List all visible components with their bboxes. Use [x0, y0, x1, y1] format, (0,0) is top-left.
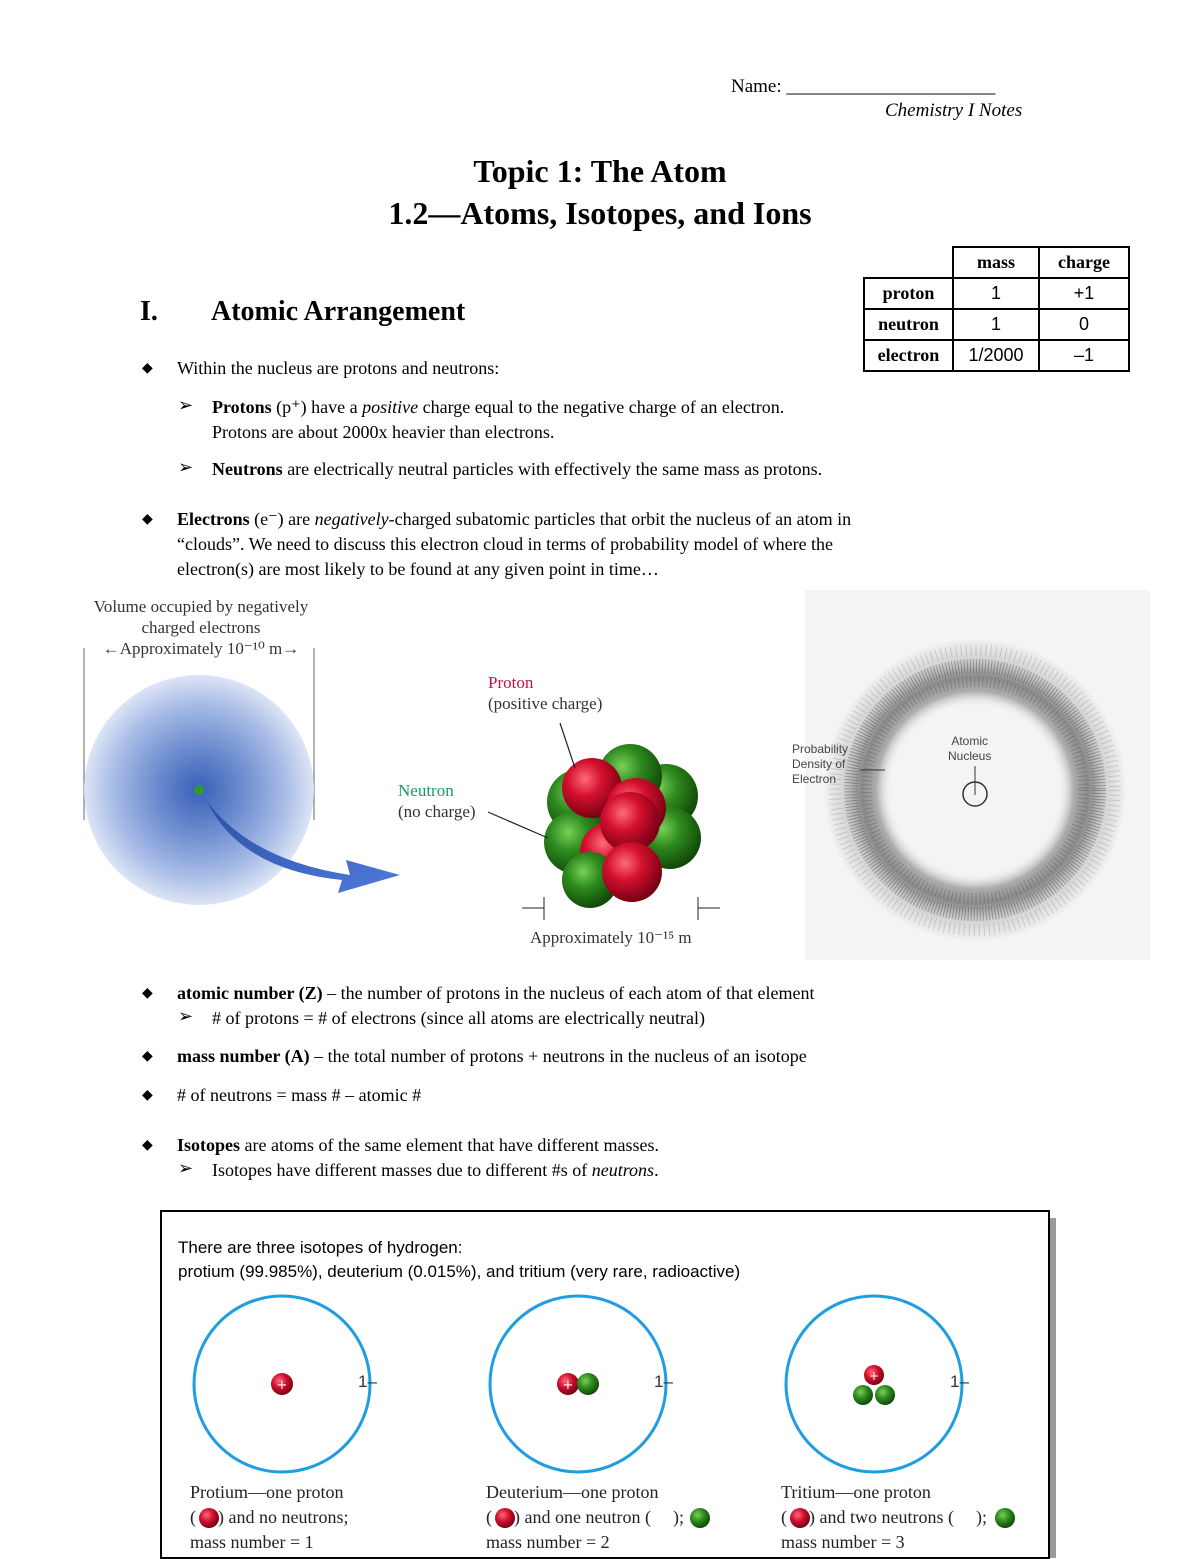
title-line-2: 1.2—Atoms, Isotopes, and Ions [388, 195, 812, 231]
nucleus-dot [194, 785, 204, 795]
neutron-label [398, 780, 476, 822]
isotopes-text: are atoms of the same element that have different masses. [244, 1135, 660, 1155]
table-row [864, 340, 1129, 371]
tritium-line-2-text: ) and two neutrons ( [809, 1507, 954, 1527]
cloud-size [76, 638, 326, 659]
diamond-bullet-icon: ◆ [142, 1138, 153, 1153]
protium-caption [190, 1480, 348, 1555]
pointer-line [560, 723, 575, 768]
deuterium-neutron [577, 1373, 599, 1395]
deuterium-mass: mass number = 2 [486, 1532, 610, 1552]
table-header-row [864, 247, 1129, 278]
tritium-name: Tritium—one proton [781, 1482, 931, 1502]
cell-charge: +1 [1039, 278, 1129, 309]
protium-name: Protium—one proton [190, 1482, 344, 1502]
mass-text: – the total number of protons + neutrons in the nucleus of an isotope [314, 1046, 807, 1066]
prob-line-3: Electron [792, 772, 837, 786]
section-numeral: I. [140, 296, 158, 327]
plus-icon: + [562, 1378, 574, 1393]
hydrogen-isotopes-box [160, 1210, 1050, 1559]
tritium-caption [781, 1480, 987, 1555]
protium-mass: mass number = 1 [190, 1532, 314, 1552]
protons-item [212, 395, 784, 445]
isotopes-sub [212, 1158, 659, 1183]
tritium-mass: mass number = 3 [781, 1532, 905, 1552]
deuterium-charge: 1– [654, 1372, 673, 1391]
neutron-legend-dot [690, 1508, 710, 1528]
electrons-line-3: electron(s) are most likely to be found at any given point in time… [177, 559, 659, 579]
arrow-left-icon: ← [102, 639, 120, 658]
cell-mass: 1/2000 [953, 340, 1039, 371]
course-name: Chemistry I Notes [885, 100, 1023, 121]
row-label: proton [864, 278, 953, 309]
cell-mass: 1 [953, 278, 1039, 309]
neutrons-term: Neutrons [212, 459, 283, 479]
protons-line-2: Protons are about 2000x heavier than electrons. [212, 422, 555, 442]
plus-icon: + [276, 1378, 288, 1393]
paren: ( [781, 1507, 787, 1527]
mass-number-item [177, 1044, 807, 1069]
deuterium-line-2-text: ) and one neutron ( [514, 1507, 651, 1527]
name-field [731, 74, 995, 99]
deuterium-line-2 [486, 1505, 684, 1530]
electrons-line-2: “clouds”. We need to discuss this electron cloud in terms of probability model of where the [177, 534, 834, 554]
prob-line-2: Density of [792, 757, 846, 771]
diamond-bullet-icon: ◆ [142, 1049, 153, 1064]
electrons-negatively: negatively [314, 509, 389, 529]
arrow-right-icon: → [282, 639, 300, 658]
title-line-1: Topic 1: The Atom [473, 153, 727, 189]
name-label: Name: [731, 76, 782, 97]
intro-line-1: There are three isotopes of hydrogen: [178, 1238, 463, 1257]
proton-label-text: Proton [488, 673, 534, 692]
protium-line-2 [190, 1505, 348, 1530]
prob-line-1: Probability [792, 742, 849, 756]
protons-symbol: (p⁺) [276, 397, 307, 417]
neutron-legend-dot [995, 1508, 1015, 1528]
neutron-desc: (no charge) [398, 802, 476, 821]
deuterium-caption [486, 1480, 684, 1555]
protons-term: Protons [212, 397, 272, 417]
row-label: electron [864, 340, 953, 371]
cloud-size-text: Approximately 10⁻¹⁰ m [119, 639, 283, 658]
arrow-bullet-icon: ➢ [178, 395, 194, 415]
protium-line-2-text: ) and no neutrons; [218, 1507, 349, 1527]
isotopes-sub-neutrons: neutrons [591, 1160, 655, 1180]
arrow-bullet-icon: ➢ [178, 1006, 194, 1026]
cloud-label-line-2: charged electrons [141, 618, 261, 637]
cloud-label-line-1: Volume occupied by negatively [93, 597, 309, 616]
atomic-sub: # of protons = # of electrons (since all atoms are electrically neutral) [212, 1008, 705, 1028]
protium-charge: 1– [358, 1372, 377, 1391]
diamond-bullet-icon: ◆ [142, 361, 153, 376]
intro-line-2: protium (99.985%), deuterium (0.015%), and tritium (very rare, radioactive) [178, 1262, 741, 1281]
mass-term: mass number (A) [177, 1046, 310, 1066]
page-title [0, 150, 1200, 234]
table-header: mass [953, 247, 1039, 278]
atomic-number-item [177, 981, 815, 1006]
pointer-line [488, 812, 548, 838]
tritium-line-2 [781, 1505, 987, 1530]
atomic-term: atomic number (Z) [177, 983, 323, 1003]
tritium-charge: 1– [950, 1372, 969, 1391]
nucleus-size: Approximately 10⁻¹⁵ m [530, 928, 692, 947]
diamond-bullet-icon: ◆ [142, 512, 153, 527]
isotopes-term: Isotopes [177, 1135, 241, 1155]
isotopes-sub-text: Isotopes have different masses due to different #s of [212, 1160, 588, 1180]
cell-charge: 0 [1039, 309, 1129, 340]
table-row [864, 309, 1129, 340]
isotopes-sub-end: . [654, 1160, 659, 1180]
particle-properties-table [863, 246, 1130, 372]
paren: ( [486, 1507, 492, 1527]
row-label: neutron [864, 309, 953, 340]
proton-desc: (positive charge) [488, 694, 603, 713]
tritium-neutron [875, 1385, 895, 1405]
protons-positive: positive [362, 397, 419, 417]
nucleus-line-1: Atomic [951, 734, 989, 748]
table-header: charge [1039, 247, 1129, 278]
tritium-neutron [853, 1385, 873, 1405]
neutrons-text: are electrically neutral particles with effectively the same mass as protons. [287, 459, 823, 479]
atom-structure-figure [70, 590, 1160, 960]
electrons-text-a: are [288, 509, 311, 529]
arrow-bullet-icon: ➢ [178, 1158, 194, 1178]
electrons-text-b: -charged subatomic particles that orbit the nucleus of an atom in [388, 509, 852, 529]
nucleus-intro: Within the nucleus are protons and neutrons: [177, 358, 500, 378]
nucleus-line-2: Nucleus [948, 749, 992, 763]
deuterium-name: Deuterium—one proton [486, 1482, 659, 1502]
plus-icon: + [868, 1369, 880, 1383]
neutrons-item [212, 457, 822, 482]
diamond-bullet-icon: ◆ [142, 986, 153, 1001]
diamond-bullet-icon: ◆ [142, 1088, 153, 1103]
cell-mass: 1 [953, 309, 1039, 340]
atomic-text: – the number of protons in the nucleus of each atom of that element [327, 983, 815, 1003]
name-blank: ______________________ [786, 76, 996, 97]
electrons-symbol: (e⁻) [254, 509, 284, 529]
arrow-bullet-icon: ➢ [178, 457, 194, 477]
section-title: Atomic Arrangement [211, 296, 466, 327]
protons-text-b: charge equal to the negative charge of an electron. [422, 397, 785, 417]
neutron-label-text: Neutron [398, 781, 454, 800]
cloud-label [76, 596, 326, 659]
table-row [864, 278, 1129, 309]
protons-text-a: have a [311, 397, 358, 417]
electrons-item [177, 507, 851, 582]
proton-label [488, 672, 602, 714]
probability-label [792, 742, 848, 787]
electrons-term: Electrons [177, 509, 250, 529]
neutrons-formula: # of neutrons = mass # – atomic # [177, 1085, 422, 1105]
proton-sphere [602, 842, 662, 902]
cell-charge: –1 [1039, 340, 1129, 371]
paren: ( [190, 1507, 196, 1527]
deuterium-line-2-end: ); [672, 1507, 684, 1527]
tritium-line-2-end: ); [975, 1507, 987, 1527]
atomic-nucleus-label [948, 734, 991, 764]
isotopes-item [177, 1133, 659, 1158]
